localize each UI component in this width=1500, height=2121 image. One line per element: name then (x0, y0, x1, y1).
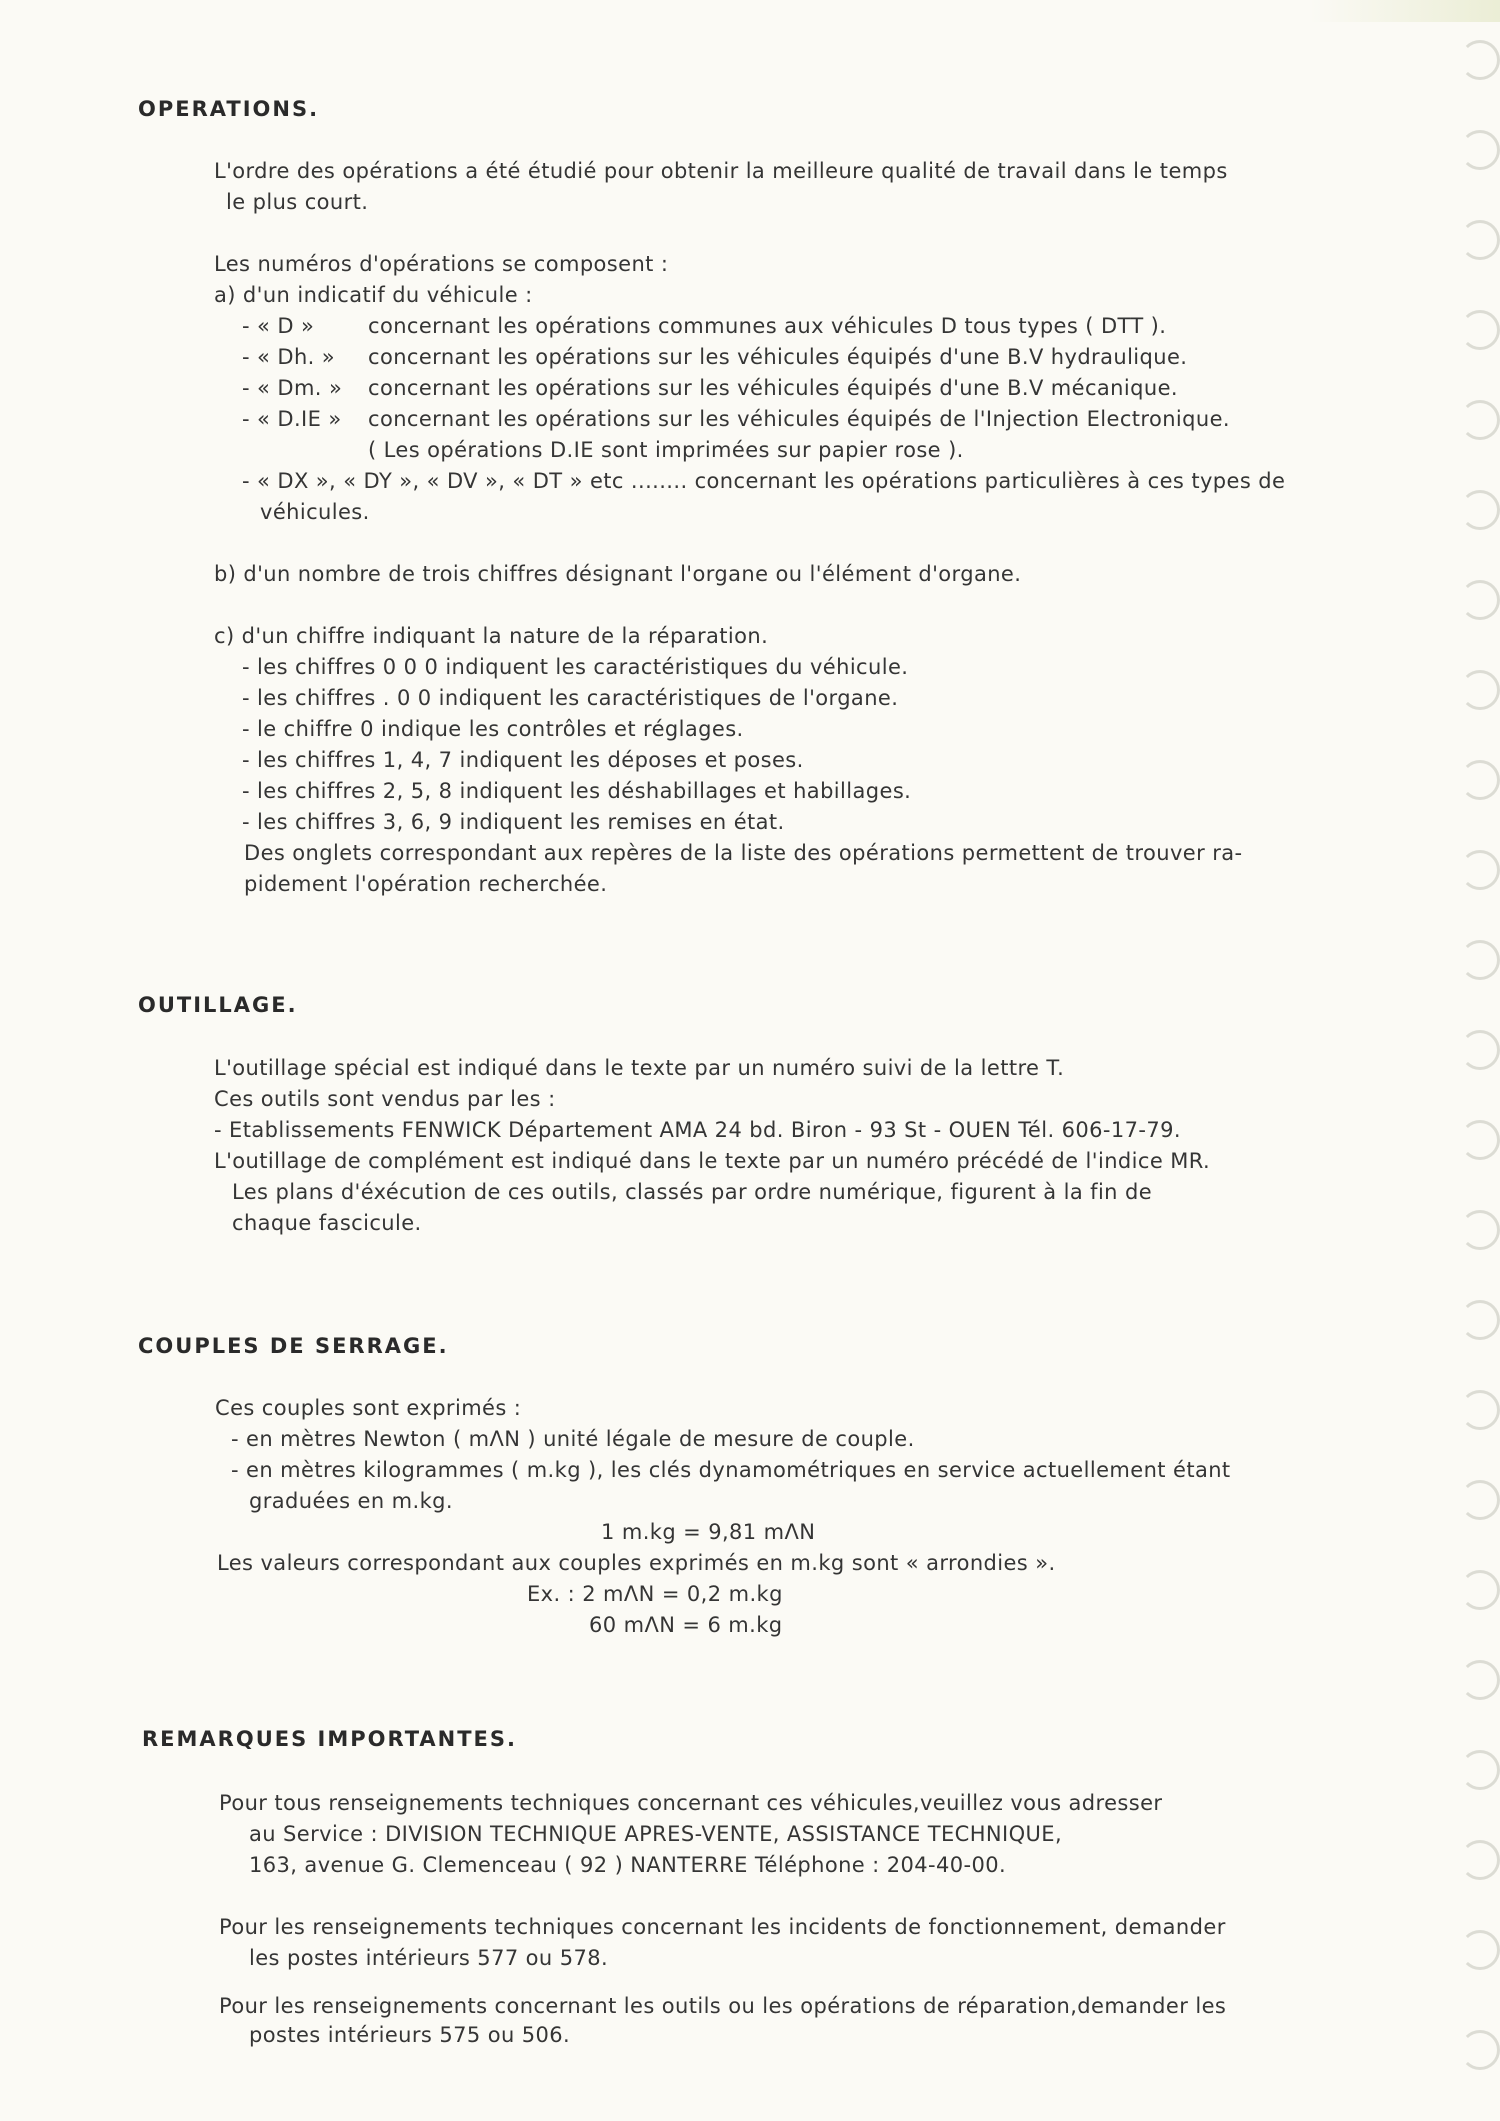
punch-hole (1460, 940, 1500, 980)
punch-hole (1460, 1300, 1500, 1340)
paragraph-line: Pour les renseignements concernant les outils ou les opérations de réparation,demander les (219, 1994, 1227, 2018)
list-item: - le chiffre 0 indique les contrôles et réglages. (242, 717, 744, 741)
operation-desc: concernant les opérations sur les véhicules équipés de l'Injection Electronique. (368, 407, 1230, 431)
operation-code: - « D.IE » (242, 407, 342, 431)
punch-hole (1460, 130, 1500, 170)
paragraph-line: Les numéros d'opérations se composent : (214, 252, 669, 276)
paragraph-line: Des onglets correspondant aux repères de la liste des opérations permettent de trouver ra- (244, 841, 1243, 865)
operation-desc: concernant les opérations sur les véhicules équipés d'une B.V hydraulique. (368, 345, 1188, 369)
section-title-remarques: REMARQUES IMPORTANTES. (142, 1727, 517, 1751)
punch-hole (1460, 1660, 1500, 1700)
paragraph-line: - Etablissements FENWICK Département AMA 24 bd. Biron - 93 St - OUEN Tél. 606-17-79. (214, 1118, 1181, 1142)
list-heading: c) d'un chiffre indiquant la nature de la réparation. (214, 624, 769, 648)
operation-code: - « D » (242, 314, 315, 338)
list-heading: a) d'un indicatif du véhicule : (214, 283, 533, 307)
punch-hole (1460, 1120, 1500, 1160)
punch-hole (1460, 670, 1500, 710)
punch-hole (1460, 1480, 1500, 1520)
paragraph-line: Les valeurs correspondant aux couples exprimés en m.kg sont « arrondies ». (217, 1551, 1056, 1575)
punch-hole (1460, 1570, 1500, 1610)
paper-stain (1310, 0, 1500, 22)
list-item (242, 373, 1178, 404)
conversion-equation: 1 m.kg = 9,81 mΛN (601, 1520, 816, 1544)
paragraph-line: L'ordre des opérations a été étudié pour obtenir la meilleure qualité de travail dans le temps (214, 159, 1228, 183)
punch-hole (1460, 580, 1500, 620)
list-item: - les chiffres 1, 4, 7 indiquent les déposes et poses. (242, 748, 804, 772)
punch-hole (1460, 490, 1500, 530)
paragraph-line: L'outillage de complément est indiqué dans le texte par un numéro précédé de l'indice MR. (214, 1149, 1211, 1173)
paragraph-line: Ces couples sont exprimés : (215, 1396, 522, 1420)
paragraph-line: L'outillage spécial est indiqué dans le texte par un numéro suivi de la lettre T. (214, 1056, 1065, 1080)
section-title-couples: COUPLES DE SERRAGE. (138, 1334, 449, 1358)
list-item: - « DX », « DY », « DV », « DT » etc ........ concernant les opérations particulières à ces types de (242, 469, 1286, 493)
punch-hole (1460, 850, 1500, 890)
list-item: - les chiffres 3, 6, 9 indiquent les remises en état. (242, 810, 785, 834)
list-item: - les chiffres 0 0 0 indiquent les caractéristiques du véhicule. (242, 655, 909, 679)
list-heading: b) d'un nombre de trois chiffres désignant l'organe ou l'élément d'organe. (214, 562, 1022, 586)
operation-desc: concernant les opérations communes aux véhicules D tous types ( DTT ). (368, 314, 1167, 338)
list-item: - les chiffres 2, 5, 8 indiquent les déshabillages et habillages. (242, 779, 912, 803)
operation-code: - « Dh. » (242, 345, 336, 369)
list-note: ( Les opérations D.IE sont imprimées sur papier rose ). (368, 438, 964, 462)
punch-hole (1460, 760, 1500, 800)
paragraph-line: 163, avenue G. Clemenceau ( 92 ) NANTERRE Téléphone : 204-40-00. (249, 1853, 1007, 1877)
list-item: - en mètres Newton ( mΛN ) unité légale de mesure de couple. (231, 1427, 915, 1451)
punch-hole (1460, 1210, 1500, 1250)
list-item (242, 404, 1230, 435)
paragraph-line: au Service : DIVISION TECHNIQUE APRES-VENTE, ASSISTANCE TECHNIQUE, (249, 1822, 1063, 1846)
paragraph-line: le plus court. (226, 190, 369, 214)
list-item: - en mètres kilogrammes ( m.kg ), les clés dynamométriques en service actuellement étant (231, 1458, 1231, 1482)
section-title-outillage: OUTILLAGE. (138, 993, 298, 1017)
list-item-cont: graduées en m.kg. (249, 1489, 453, 1513)
section-title-operations: OPERATIONS. (138, 97, 320, 121)
punch-hole (1460, 40, 1500, 80)
punch-hole (1460, 400, 1500, 440)
paragraph-line: Pour les renseignements techniques concernant les incidents de fonctionnement, demander (219, 1915, 1226, 1939)
punch-hole (1460, 310, 1500, 350)
punch-hole (1460, 1030, 1500, 1070)
paragraph-line: chaque fascicule. (232, 1211, 422, 1235)
list-item (242, 311, 1166, 342)
operation-desc: concernant les opérations sur les véhicules équipés d'une B.V mécanique. (368, 376, 1178, 400)
list-item: - les chiffres . 0 0 indiquent les caractéristiques de l'organe. (242, 686, 899, 710)
operation-code: - « Dm. » (242, 376, 343, 400)
punch-hole (1460, 1750, 1500, 1790)
paragraph-line: Pour tous renseignements techniques concernant ces véhicules,veuillez vous adresser (219, 1791, 1163, 1815)
list-item-cont: véhicules. (260, 500, 370, 524)
paragraph-line: les postes intérieurs 577 ou 578. (249, 1946, 609, 1970)
paragraph-line: postes intérieurs 575 ou 506. (249, 2023, 571, 2047)
paragraph-line: Les plans d'éxécution de ces outils, classés par ordre numérique, figurent à la fin de (232, 1180, 1153, 1204)
punch-hole (1460, 2030, 1500, 2070)
punch-hole (1460, 1840, 1500, 1880)
paragraph-line: Ces outils sont vendus par les : (214, 1087, 556, 1111)
punch-hole (1460, 1930, 1500, 1970)
example-line: 60 mΛN = 6 m.kg (589, 1613, 783, 1637)
punch-hole (1460, 220, 1500, 260)
paragraph-line: pidement l'opération recherchée. (244, 872, 608, 896)
punch-hole (1460, 1390, 1500, 1430)
list-item (242, 342, 1187, 373)
example-line: Ex. : 2 mΛN = 0,2 m.kg (527, 1582, 783, 1606)
